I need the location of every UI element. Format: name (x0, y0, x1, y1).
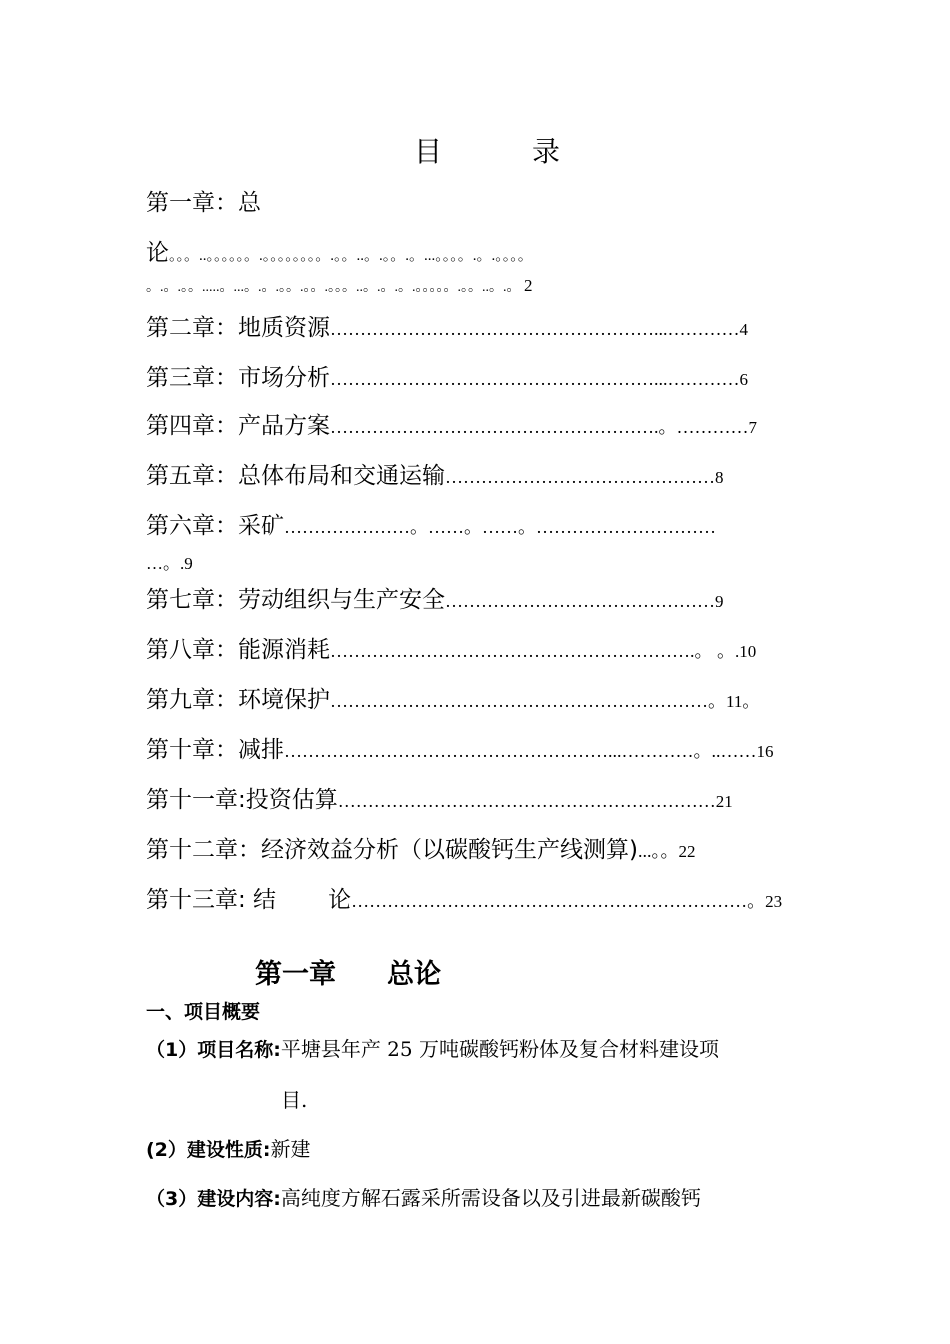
toc-entry-label: 第十三章: 结 (146, 887, 277, 913)
toc-entry-page: 11。 (726, 692, 760, 711)
item-3 (146, 1182, 701, 1211)
toc-entry-dots: ……………………………………… (445, 467, 715, 487)
toc-entry-1-label-cont: 论 (146, 240, 169, 266)
toc-entry-13[interactable] (146, 881, 782, 914)
toc-entry-dots: ………………………………………………...………… (330, 319, 740, 339)
toc-entry-7[interactable] (146, 581, 724, 614)
item-1-text-cont: 目. (281, 1088, 308, 1112)
toc-entry-9[interactable] (146, 681, 759, 714)
toc-entry-page: 22 (678, 842, 696, 861)
toc-entry-dots: …………………………………………………………。 (351, 891, 766, 911)
section-heading: 一、项目概要 (146, 1001, 261, 1023)
toc-entry-6-dots-page: …。.9 (146, 554, 193, 573)
item-3-text: 高纯度方解石露采所需设备以及引进最新碳酸钙 (280, 1186, 701, 1210)
chapter-title: 总论 (387, 959, 441, 990)
toc-entry-page: 9 (715, 592, 724, 611)
toc-entry-label-2: 论 (328, 887, 352, 913)
toc-entry-dots: ……………………………………………….。………… (330, 417, 749, 437)
toc-entry-page: 21 (715, 792, 733, 811)
item-2-text: 新建 (270, 1137, 311, 1161)
toc-entry-page: 8 (715, 468, 724, 487)
toc-entry-1-dots-line2 (146, 276, 533, 296)
toc-entry-dots: ………………………………………………...………… (330, 369, 740, 389)
item-1-label: （1）项目名称: (146, 1039, 281, 1061)
toc-entry-page: 16 (756, 742, 774, 761)
toc-entry-dots: ………………………………………………………。 (330, 691, 726, 711)
toc-entry-label: 第十章：减排 (146, 737, 284, 763)
toc-entry-label: 第二章：地质资源 (146, 315, 330, 341)
toc-entry-dots: ……………………………………………………… (337, 791, 716, 811)
toc-title (414, 130, 561, 170)
toc-entry-6[interactable] (146, 507, 716, 540)
toc-entry-page: 4 (739, 320, 748, 339)
toc-entry-1-dots: 。。。..。。。。。。.。。。。。。。。.。。..。.。。.。...。。。。.。.。。。。 (169, 248, 533, 264)
toc-entry-11[interactable] (146, 781, 733, 814)
chapter-heading (255, 952, 441, 991)
item-1 (146, 1033, 719, 1062)
toc-entry-page: 6 (739, 370, 748, 389)
toc-entry-label: 第五章：总体布局和交通运输 (146, 463, 445, 489)
item-2 (146, 1133, 311, 1162)
toc-entry-dots: …………………………………………………….。 。 (330, 641, 735, 661)
toc-entry-10[interactable] (146, 731, 774, 764)
toc-entry-1-cont[interactable] (146, 234, 533, 267)
toc-entry-4[interactable] (146, 407, 757, 440)
toc-title-char-1: 目 (414, 135, 443, 168)
item-2-label: (2）建设性质: (146, 1139, 271, 1161)
toc-entry-12[interactable] (146, 831, 695, 864)
toc-entry-1-label: 第一章：总 (146, 190, 261, 216)
toc-entry-1-dots-2: 。.。.。。.....。...。.。.。。.。。.。。。..。.。.。.。。。。。.。。..。.。 (146, 280, 521, 295)
toc-entry-2[interactable] (146, 309, 748, 342)
toc-entry-label: 第三章：市场分析 (146, 365, 330, 391)
toc-entry-6-cont (146, 549, 193, 574)
chapter-number: 第一章 (255, 959, 336, 990)
toc-entry-5[interactable] (146, 457, 724, 490)
toc-entry-label: 第十一章:投资估算 (146, 787, 338, 813)
toc-entry-page: 7 (748, 418, 757, 437)
toc-entry-dots: ……………………………………… (445, 591, 715, 611)
toc-entry-label: 第八章：能源消耗 (146, 637, 330, 663)
toc-entry-dots: …………………。……。……。………………………… (284, 517, 716, 537)
toc-title-char-2: 录 (532, 135, 561, 168)
toc-entry-3[interactable] (146, 359, 748, 392)
toc-entry-label: 第四章：产品方案 (146, 413, 330, 439)
toc-entry-dots: ...。。 (637, 841, 679, 861)
toc-entry-label: 第九章：环境保护 (146, 687, 330, 713)
toc-entry-page: 23 (765, 892, 783, 911)
toc-entry-label: 第六章：采矿 (146, 513, 284, 539)
item-1-text: 平塘县年产 25 万吨碳酸钙粉体及复合材料建设项 (280, 1037, 719, 1061)
toc-entry-page: .10 (735, 642, 757, 661)
toc-entry-dots: ………………………………………………...…………。..…… (284, 741, 757, 761)
item-3-label: （3）建设内容: (146, 1188, 281, 1210)
toc-entry-8[interactable] (146, 631, 756, 664)
toc-entry-label: 第七章：劳动组织与生产安全 (146, 587, 445, 613)
toc-entry-1-page: 2 (524, 276, 533, 295)
toc-entry-1[interactable] (146, 184, 261, 217)
toc-entry-label: 第十二章：经济效益分析（以碳酸钙生产线测算) (146, 837, 638, 863)
